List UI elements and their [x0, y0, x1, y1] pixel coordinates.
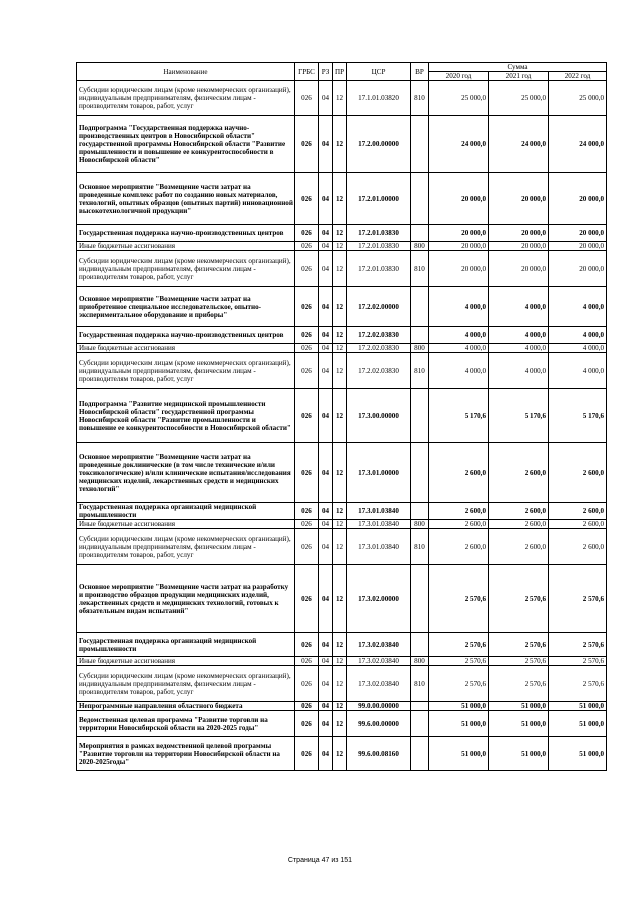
header-rz: РЗ	[319, 63, 333, 81]
row-value-2022: 2 570,6	[549, 633, 607, 657]
row-csr: 17.2.02.03830	[347, 353, 411, 389]
row-pr: 12	[333, 116, 347, 173]
row-name: Государственная поддержка организаций медицинской промышленности	[77, 633, 295, 657]
row-value-2022: 25 000,0	[549, 81, 607, 116]
row-grbs: 026	[295, 666, 319, 702]
row-value-2021: 2 570,6	[489, 633, 549, 657]
table-row	[77, 251, 607, 287]
row-pr: 12	[333, 711, 347, 737]
header-name: Наименование	[77, 63, 295, 81]
row-pr: 12	[333, 81, 347, 116]
row-pr: 12	[333, 225, 347, 242]
table-row	[77, 287, 607, 327]
row-pr: 12	[333, 666, 347, 702]
row-value-2020: 51 000,0	[429, 737, 489, 771]
row-grbs: 026	[295, 657, 319, 666]
row-grbs: 026	[295, 242, 319, 251]
row-csr: 17.2.01.03830	[347, 251, 411, 287]
row-rz: 04	[319, 242, 333, 251]
row-csr: 17.2.02.03830	[347, 344, 411, 353]
row-value-2021: 2 600,0	[489, 520, 549, 529]
row-csr: 17.2.01.00000	[347, 173, 411, 225]
row-grbs: 026	[295, 520, 319, 529]
row-grbs: 026	[295, 503, 319, 520]
row-name: Субсидии юридическим лицам (кроме некоммерческих организаций), индивидуальным предпринимателям, физическим лицам - производителям товаров, работ, услуг	[77, 251, 295, 287]
row-vr	[411, 389, 429, 443]
row-csr: 17.1.01.03820	[347, 81, 411, 116]
row-value-2020: 2 600,0	[429, 529, 489, 565]
row-rz: 04	[319, 353, 333, 389]
row-value-2020: 51 000,0	[429, 711, 489, 737]
row-vr	[411, 327, 429, 344]
table-row	[77, 353, 607, 389]
row-value-2022: 20 000,0	[549, 251, 607, 287]
row-name: Государственная поддержка научно-производственных центров	[77, 225, 295, 242]
row-csr: 99.0.00.00000	[347, 702, 411, 711]
row-name: Основное мероприятие "Возмещение части затрат на разработку и производство образцов продукции медицинских изделий, лекарственных средств и медицинских технологий, готовых к обязательным видам испытаний"	[77, 565, 295, 633]
table-row	[77, 503, 607, 520]
row-value-2022: 2 570,6	[549, 657, 607, 666]
row-pr: 12	[333, 633, 347, 657]
row-vr	[411, 225, 429, 242]
row-name: Иные бюджетные ассигнования	[77, 344, 295, 353]
row-vr	[411, 737, 429, 771]
row-value-2021: 5 170,6	[489, 389, 549, 443]
row-grbs: 026	[295, 287, 319, 327]
row-vr	[411, 711, 429, 737]
row-grbs: 026	[295, 81, 319, 116]
row-name: Государственная поддержка организаций медицинской промышленности	[77, 503, 295, 520]
row-csr: 17.2.02.00000	[347, 287, 411, 327]
row-value-2022: 51 000,0	[549, 711, 607, 737]
table-row	[77, 520, 607, 529]
row-value-2020: 2 600,0	[429, 520, 489, 529]
row-grbs: 026	[295, 389, 319, 443]
table-row	[77, 529, 607, 565]
row-grbs: 026	[295, 353, 319, 389]
row-vr	[411, 287, 429, 327]
table-row	[77, 737, 607, 771]
table-body	[77, 81, 607, 771]
row-vr: 810	[411, 251, 429, 287]
row-vr: 810	[411, 529, 429, 565]
row-rz: 04	[319, 737, 333, 771]
row-name: Непрограммные направления областного бюджета	[77, 702, 295, 711]
header-sum: Сумма	[429, 63, 607, 72]
row-value-2020: 20 000,0	[429, 242, 489, 251]
row-name: Иные бюджетные ассигнования	[77, 242, 295, 251]
row-vr: 810	[411, 81, 429, 116]
row-value-2020: 20 000,0	[429, 251, 489, 287]
row-name: Субсидии юридическим лицам (кроме некоммерческих организаций), индивидуальным предпринимателям, физическим лицам - производителям товаров, работ, услуг	[77, 81, 295, 116]
row-name: Иные бюджетные ассигнования	[77, 520, 295, 529]
row-grbs: 026	[295, 737, 319, 771]
row-csr: 17.3.01.03840	[347, 503, 411, 520]
row-value-2022: 51 000,0	[549, 737, 607, 771]
row-rz: 04	[319, 633, 333, 657]
row-rz: 04	[319, 81, 333, 116]
row-rz: 04	[319, 529, 333, 565]
row-rz: 04	[319, 225, 333, 242]
row-csr: 17.3.00.00000	[347, 389, 411, 443]
row-value-2022: 5 170,6	[549, 389, 607, 443]
row-grbs: 026	[295, 116, 319, 173]
row-rz: 04	[319, 344, 333, 353]
table-row	[77, 711, 607, 737]
row-csr: 17.3.02.03840	[347, 633, 411, 657]
row-name: Основное мероприятие "Возмещение части затрат на проведенные комплекс работ по созданию новых материалов, технологий, опытных образцов (опытных партий) инновационной высокотехнологичной продукции"	[77, 173, 295, 225]
row-name: Подпрограмма "Государственная поддержка научно-производственных центров в Новосибирской области" государственной программы Новосибирской области "Развитие промышленности и повышение ее конкурентоспособности в Новосибирской области"	[77, 116, 295, 173]
table-row	[77, 344, 607, 353]
row-rz: 04	[319, 503, 333, 520]
row-rz: 04	[319, 657, 333, 666]
row-value-2021: 2 600,0	[489, 503, 549, 520]
row-value-2021: 20 000,0	[489, 173, 549, 225]
header-year-2021: 2021 год	[489, 72, 549, 81]
row-vr: 810	[411, 666, 429, 702]
row-value-2021: 2 570,6	[489, 666, 549, 702]
table-row	[77, 116, 607, 173]
row-vr	[411, 565, 429, 633]
table-row	[77, 666, 607, 702]
row-value-2022: 4 000,0	[549, 353, 607, 389]
row-rz: 04	[319, 702, 333, 711]
row-value-2021: 51 000,0	[489, 711, 549, 737]
table-row	[77, 173, 607, 225]
table-row	[77, 633, 607, 657]
row-value-2020: 4 000,0	[429, 353, 489, 389]
row-csr: 99.6.00.08160	[347, 737, 411, 771]
row-value-2021: 4 000,0	[489, 353, 549, 389]
row-pr: 12	[333, 702, 347, 711]
row-pr: 12	[333, 389, 347, 443]
row-pr: 12	[333, 657, 347, 666]
row-value-2021: 2 600,0	[489, 529, 549, 565]
row-grbs: 026	[295, 251, 319, 287]
row-vr: 800	[411, 242, 429, 251]
row-value-2020: 2 600,0	[429, 443, 489, 503]
row-vr	[411, 116, 429, 173]
row-csr: 17.3.01.03840	[347, 529, 411, 565]
row-value-2020: 4 000,0	[429, 344, 489, 353]
row-rz: 04	[319, 287, 333, 327]
row-value-2021: 4 000,0	[489, 344, 549, 353]
row-value-2021: 2 600,0	[489, 443, 549, 503]
row-pr: 12	[333, 173, 347, 225]
row-value-2020: 20 000,0	[429, 173, 489, 225]
row-value-2021: 4 000,0	[489, 327, 549, 344]
row-csr: 17.2.01.03830	[347, 242, 411, 251]
row-value-2021: 20 000,0	[489, 225, 549, 242]
header-year-2022: 2022 год	[549, 72, 607, 81]
row-value-2020: 4 000,0	[429, 327, 489, 344]
row-value-2021: 2 570,6	[489, 565, 549, 633]
row-pr: 12	[333, 503, 347, 520]
row-value-2022: 2 570,6	[549, 666, 607, 702]
table-row	[77, 657, 607, 666]
row-vr: 800	[411, 344, 429, 353]
row-value-2022: 24 000,0	[549, 116, 607, 173]
row-value-2020: 5 170,6	[429, 389, 489, 443]
row-value-2022: 51 000,0	[549, 702, 607, 711]
row-value-2022: 20 000,0	[549, 225, 607, 242]
row-grbs: 026	[295, 344, 319, 353]
row-csr: 99.6.00.00000	[347, 711, 411, 737]
row-value-2021: 51 000,0	[489, 737, 549, 771]
header-csr: ЦСР	[347, 63, 411, 81]
row-grbs: 026	[295, 327, 319, 344]
budget-table	[76, 62, 607, 771]
row-name: Субсидии юридическим лицам (кроме некоммерческих организаций), индивидуальным предпринимателям, физическим лицам - производителям товаров, работ, услуг	[77, 666, 295, 702]
row-pr: 12	[333, 327, 347, 344]
table-row	[77, 565, 607, 633]
row-value-2020: 2 570,6	[429, 666, 489, 702]
row-rz: 04	[319, 666, 333, 702]
row-value-2022: 4 000,0	[549, 344, 607, 353]
row-value-2022: 2 600,0	[549, 443, 607, 503]
row-value-2022: 2 600,0	[549, 529, 607, 565]
row-value-2021: 20 000,0	[489, 251, 549, 287]
row-vr: 800	[411, 520, 429, 529]
row-pr: 12	[333, 520, 347, 529]
row-value-2022: 20 000,0	[549, 173, 607, 225]
row-name: Ведомственная целевая программа "Развитие торговли на территории Новосибирской области на 2020-2025 годы"	[77, 711, 295, 737]
row-rz: 04	[319, 565, 333, 633]
table-row	[77, 702, 607, 711]
row-name: Субсидии юридическим лицам (кроме некоммерческих организаций), индивидуальным предпринимателям, физическим лицам - производителям товаров, работ, услуг	[77, 529, 295, 565]
row-vr	[411, 633, 429, 657]
row-value-2021: 20 000,0	[489, 242, 549, 251]
row-vr	[411, 702, 429, 711]
table-row	[77, 242, 607, 251]
row-grbs: 026	[295, 173, 319, 225]
row-csr: 17.2.01.03830	[347, 225, 411, 242]
row-value-2020: 51 000,0	[429, 702, 489, 711]
row-value-2021: 4 000,0	[489, 287, 549, 327]
row-csr: 17.3.02.03840	[347, 657, 411, 666]
row-csr: 17.3.01.00000	[347, 443, 411, 503]
row-rz: 04	[319, 711, 333, 737]
row-rz: 04	[319, 173, 333, 225]
row-grbs: 026	[295, 443, 319, 503]
row-rz: 04	[319, 116, 333, 173]
row-csr: 17.2.00.00000	[347, 116, 411, 173]
row-value-2021: 25 000,0	[489, 81, 549, 116]
page-footer: Страница 47 из 151	[287, 857, 353, 864]
row-value-2022: 4 000,0	[549, 327, 607, 344]
row-grbs: 026	[295, 711, 319, 737]
header-vr: ВР	[411, 63, 429, 81]
row-pr: 12	[333, 353, 347, 389]
row-rz: 04	[319, 443, 333, 503]
row-pr: 12	[333, 443, 347, 503]
row-name: Иные бюджетные ассигнования	[77, 657, 295, 666]
row-vr: 800	[411, 657, 429, 666]
row-value-2020: 25 000,0	[429, 81, 489, 116]
row-value-2022: 2 570,6	[549, 565, 607, 633]
row-pr: 12	[333, 251, 347, 287]
row-csr: 17.3.01.03840	[347, 520, 411, 529]
row-name: Субсидии юридическим лицам (кроме некоммерческих организаций), индивидуальным предпринимателям, физическим лицам - производителям товаров, работ, услуг	[77, 353, 295, 389]
row-value-2020: 2 570,6	[429, 657, 489, 666]
table-row	[77, 443, 607, 503]
row-vr	[411, 443, 429, 503]
row-pr: 12	[333, 529, 347, 565]
table-row	[77, 389, 607, 443]
row-value-2020: 24 000,0	[429, 116, 489, 173]
row-grbs: 026	[295, 565, 319, 633]
row-pr: 12	[333, 737, 347, 771]
row-pr: 12	[333, 344, 347, 353]
row-vr: 810	[411, 353, 429, 389]
row-value-2022: 4 000,0	[549, 287, 607, 327]
row-value-2020: 2 570,6	[429, 565, 489, 633]
row-rz: 04	[319, 389, 333, 443]
row-pr: 12	[333, 242, 347, 251]
row-value-2022: 2 600,0	[549, 520, 607, 529]
row-csr: 17.2.02.03830	[347, 327, 411, 344]
row-name: Подпрограмма "Развитие медицинской промышленности Новосибирской области" государственной программы Новосибирской области "Развитие промышленности и повышение ее конкурентоспособности в Новосибирской области"	[77, 389, 295, 443]
row-vr	[411, 173, 429, 225]
row-name: Основное мероприятие "Возмещение части затрат на приобретенное специальное исследовательское, опытно-экспериментальное оборудование и приборы"	[77, 287, 295, 327]
table-row	[77, 225, 607, 242]
budget-table-page	[76, 62, 606, 771]
row-value-2020: 20 000,0	[429, 225, 489, 242]
row-value-2022: 2 600,0	[549, 503, 607, 520]
row-grbs: 026	[295, 702, 319, 711]
row-value-2020: 2 600,0	[429, 503, 489, 520]
row-rz: 04	[319, 327, 333, 344]
table-row	[77, 81, 607, 116]
row-value-2020: 4 000,0	[429, 287, 489, 327]
row-grbs: 026	[295, 529, 319, 565]
row-pr: 12	[333, 287, 347, 327]
row-rz: 04	[319, 251, 333, 287]
row-csr: 17.3.02.03840	[347, 666, 411, 702]
row-value-2020: 2 570,6	[429, 633, 489, 657]
header-grbs: ГРБС	[295, 63, 319, 81]
table-row	[77, 327, 607, 344]
row-vr	[411, 503, 429, 520]
row-value-2021: 51 000,0	[489, 702, 549, 711]
row-rz: 04	[319, 520, 333, 529]
row-name: Основное мероприятие "Возмещение части затрат на проведенные доклинические (в том числе технические и/или токсикологические) и/или клинические испытания/исследования медицинских изделий, лекарственных средств и медицинских технологий"	[77, 443, 295, 503]
row-value-2021: 2 570,6	[489, 657, 549, 666]
row-name: Мероприятия в рамках ведомственной целевой программы "Развитие торговли на территории Новосибирской области на 2020-2025годы"	[77, 737, 295, 771]
row-csr: 17.3.02.00000	[347, 565, 411, 633]
row-pr: 12	[333, 565, 347, 633]
row-value-2021: 24 000,0	[489, 116, 549, 173]
row-value-2022: 20 000,0	[549, 242, 607, 251]
header-pr: ПР	[333, 63, 347, 81]
row-grbs: 026	[295, 225, 319, 242]
header-year-2020: 2020 год	[429, 72, 489, 81]
row-grbs: 026	[295, 633, 319, 657]
row-name: Государственная поддержка научно-производственных центров	[77, 327, 295, 344]
